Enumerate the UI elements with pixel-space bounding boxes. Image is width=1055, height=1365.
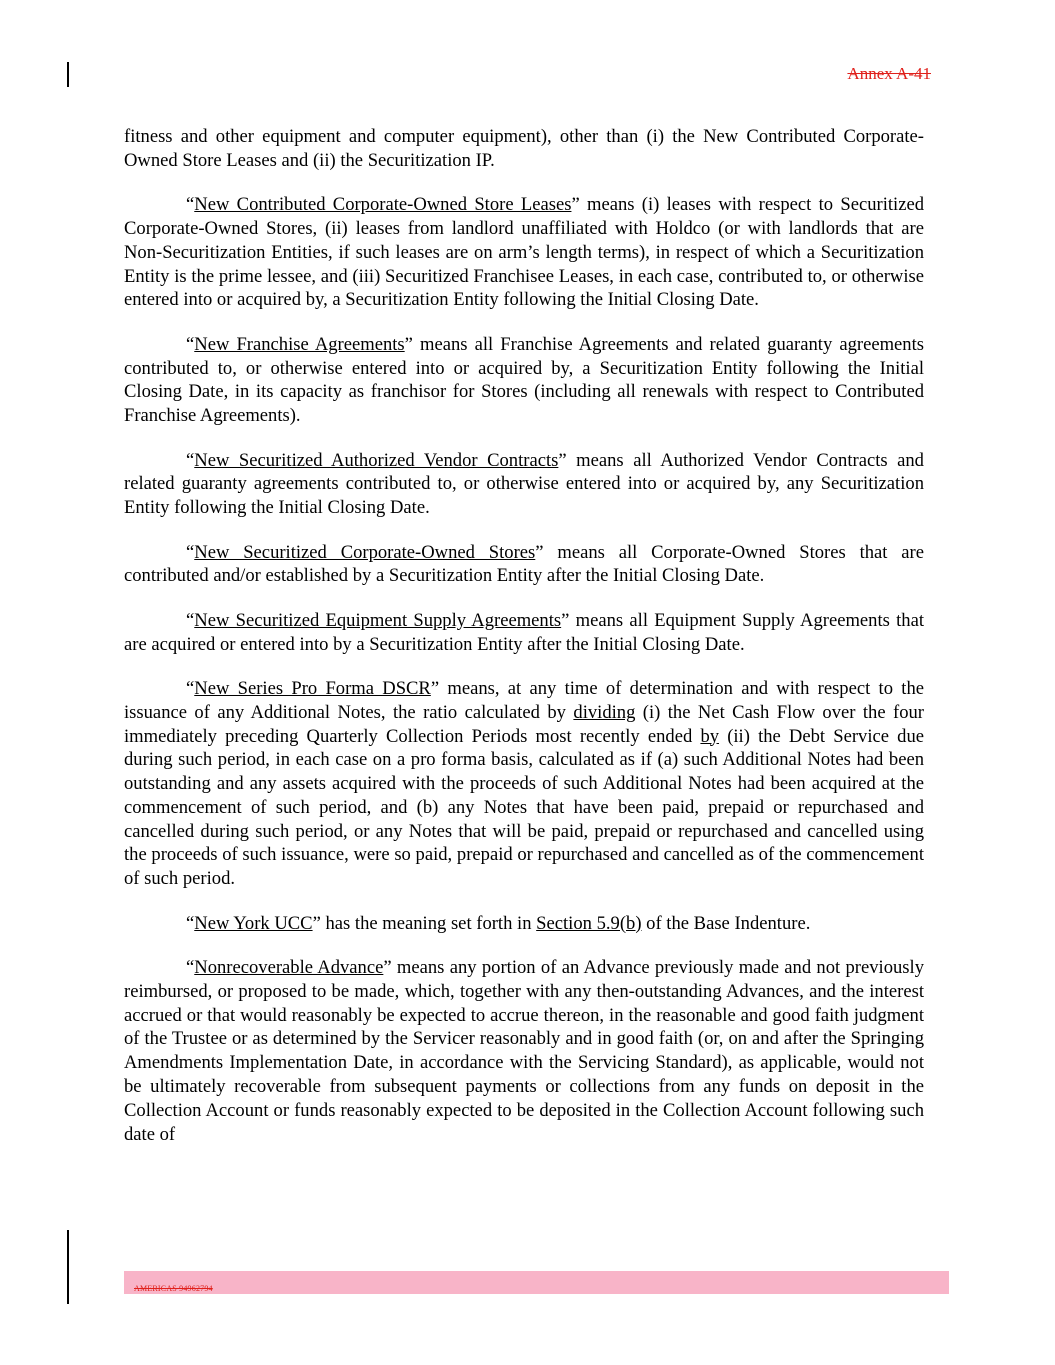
underlined-word-dividing: dividing	[573, 701, 636, 723]
definition-text: ” means all Corporate-Owned Stores that are contributed and/or established by a Securitization Entity after the Initial Closing Date.	[124, 541, 924, 587]
definition-nonrecoverable-advance	[124, 956, 924, 1146]
defined-term: New Series Pro Forma DSCR	[194, 677, 431, 699]
footer-highlight-band	[124, 1271, 949, 1294]
definition-text: ” means, at any time of determination and with respect to the issuance of any Additional Notes, the ratio calculated by	[124, 677, 924, 723]
open-quote: “	[186, 333, 195, 355]
defined-term: New Franchise Agreements	[194, 333, 405, 355]
definition-text: (ii) the Debt Service due during such period, in each case on a pro forma basis, calculated as if (a) such Additional Notes had been outstanding and any assets acquired with the proceeds of such Additional Notes had been acquired at the commencement of such period, and (b) any Notes that have been paid, prepaid or repurchased and cancelled during such period, or any Notes that will be paid, prepaid or repurchased and cancelled using the proceeds of such issuance, were so paid, prepaid or repurchased and cancelled as of the commencement of such period.	[124, 725, 924, 890]
definition-text: ” means all Franchise Agreements and related guaranty agreements contributed to, or otherwise entered into or acquired by, a Securitization Entity following the Initial Closing Date, in its capacity as franchisor for Stores (including all renewals with respect to Contributed Franchise Agreements).	[124, 333, 924, 427]
open-quote: “	[186, 957, 195, 979]
definition-new-york-ucc	[124, 912, 924, 936]
defined-term: New Securitized Equipment Supply Agreements	[194, 609, 562, 631]
defined-term: New Securitized Corporate-Owned Stores	[194, 541, 536, 563]
definition-text: ” means all Authorized Vendor Contracts and related guaranty agreements contributed to, or otherwise entered into or acquired by, any Securitization Entity following the Initial Closing Date.	[124, 449, 924, 519]
defined-term: New Securitized Authorized Vendor Contracts	[194, 449, 559, 471]
defined-term: New Contributed Corporate-Owned Store Leases	[194, 194, 572, 216]
open-quote: “	[186, 912, 195, 934]
definition-text: of the Base Indenture.	[641, 912, 811, 934]
open-quote: “	[186, 194, 195, 216]
definition-text: ” means any portion of an Advance previously made and not previously reimbursed, or proposed to be made, which, together with any then-outstanding Advances, and the interest accrued or that would reasonably be expected to accrue thereon, in the reasonable and good faith judgment of the Trustee or as determined by the Servicer reasonably and in good faith (or, on and after the Springing Amendments Implementation Date, in accordance with the Servicing Standard), as applicable, would not be ultimately recoverable from subsequent payments or collections from any funds on deposit in the Collection Account or funds reasonably expected to be deposited in the Collection Account following such date of	[124, 957, 924, 1145]
open-quote: “	[186, 541, 195, 563]
defined-term: New York UCC	[194, 912, 313, 934]
definition-text: ” has the meaning set forth in	[312, 912, 537, 934]
definition-new-contributed-corporate-owned-store-leases	[124, 193, 924, 312]
document-body	[124, 125, 924, 1167]
definition-new-securitized-corporate-owned-stores	[124, 541, 924, 589]
definition-text: ” means (i) leases with respect to Securitized Corporate-Owned Stores, (ii) leases from landlord unaffiliated with Holdco (or with landlords that are Non-Securitization Entities, if such leases are on arm’s length terms), in respect of which a Securitization Entity is the prime lessee, and (iii) Securitized Franchisee Leases, in each case, contributed to, or otherwise entered into or acquired by, a Securitization Entity following the Initial Closing Date.	[124, 194, 925, 311]
open-quote: “	[186, 449, 195, 471]
paragraph-continuation	[124, 125, 924, 173]
definition-new-securitized-authorized-vendor-contracts	[124, 449, 924, 520]
open-quote: “	[186, 609, 195, 631]
definition-text: ” means all Equipment Supply Agreements that are acquired or entered into by a Securitization Entity after the Initial Closing Date.	[124, 609, 924, 655]
section-reference: Section 5.9(b)	[536, 912, 642, 934]
definition-new-securitized-equipment-supply-agreements	[124, 609, 924, 657]
change-bar-bottom	[67, 1230, 69, 1304]
definition-new-franchise-agreements	[124, 333, 924, 428]
annex-page-label: Annex A-41	[847, 64, 931, 83]
definition-new-series-pro-forma-dscr	[124, 677, 924, 891]
document-id: AMERICAS 94962794	[134, 1284, 213, 1293]
change-bar-top	[67, 62, 69, 87]
definition-text: (i) the Net Cash Flow over the four immediately preceding Quarterly Collection Periods most recently ended	[124, 701, 925, 747]
paragraph-text: fitness and other equipment and computer equipment), other than (i) the New Contributed Corporate-Owned Store Leases and (ii) the Securitization IP.	[124, 126, 924, 171]
open-quote: “	[186, 677, 195, 699]
defined-term: Nonrecoverable Advance	[194, 957, 384, 979]
underlined-word-by: by	[700, 725, 720, 747]
